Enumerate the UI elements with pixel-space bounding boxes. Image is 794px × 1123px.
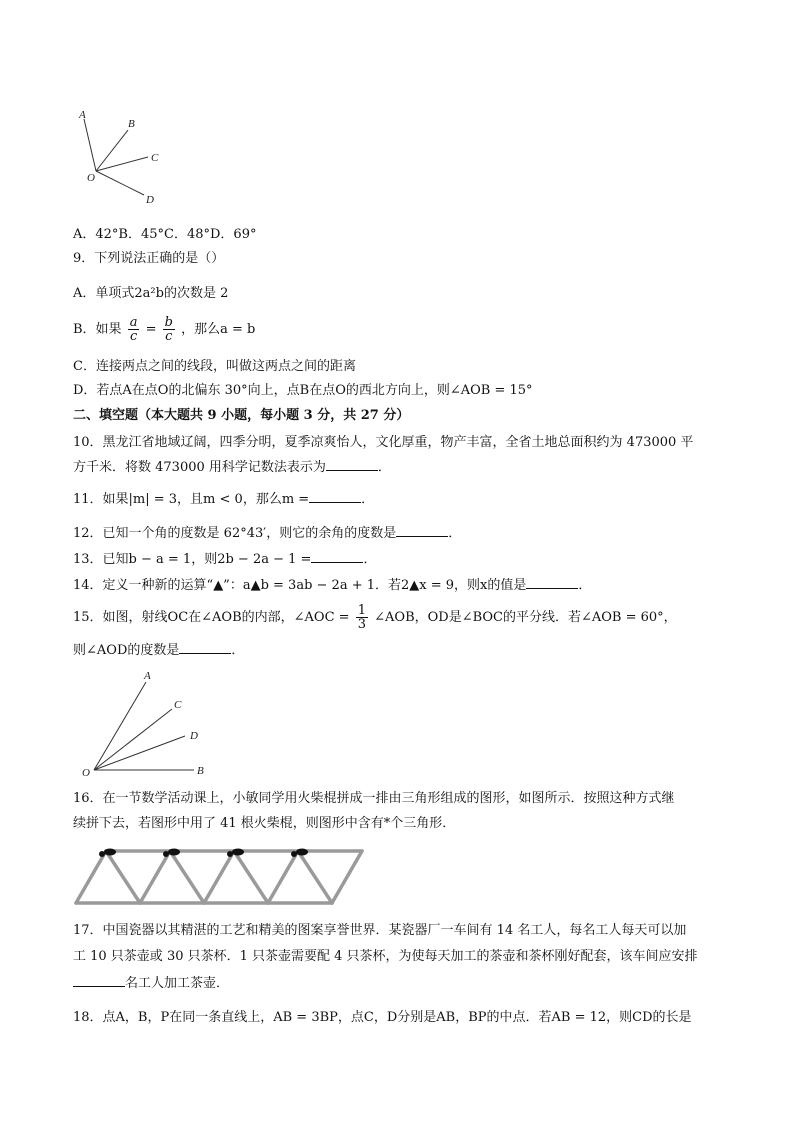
angle-figure-q15 [72,666,222,784]
frac-numerator: 1 [357,603,366,618]
label-c: C [151,152,159,164]
matchstick [106,851,140,903]
answer-blank [311,550,363,563]
label-a: A [79,109,86,121]
q9-option-b [73,316,255,343]
q8-options: A．42°B．45°C．48°D．69° [73,227,257,242]
q18-line1: 18．点A，B，P在同一条直线上，AB = 3BP，点C，D分别是AB，BP的中点．若AB = 12，则CD的长是 [73,1010,692,1025]
answer-blank [326,458,378,471]
angle-figure-q8 [70,105,170,210]
fraction-b-over-c [163,316,175,343]
fraction-a-over-c [128,316,140,343]
fraction-one-third [356,604,368,631]
answer-blank [309,490,361,503]
answer-blank [526,576,578,589]
frac-numerator: b [164,315,173,330]
q16-line2: 续拼下去，若图形中用了 41 根火柴棍，则图形中含有*个三角形． [73,816,456,831]
q10-text: 方千米．将数 473000 用科学记数法表示为 [73,460,326,475]
q10-end: ． [377,460,391,475]
q13-text: 13．已知b − a = 1，则2b − 2a − 1 = [73,552,312,567]
match-head [99,851,105,857]
matchstick [332,851,362,903]
matchstick-triangles-figure [72,842,372,912]
q9-b-suffix: ，那么a = b [181,322,256,337]
q15-text-a: 15．如图，射线OC在∠AOB的内部，∠AOC = [73,610,350,625]
q12-end: ． [448,526,462,541]
ray-oa [94,682,146,770]
q9-stem: 9．下列说法正确的是（） [73,251,225,266]
q15-text: 则∠AOD的度数是 [73,643,180,658]
q15-line2 [73,641,244,660]
q14 [73,576,591,595]
q12 [73,524,461,543]
q17-line1: 17．中国瓷器以其精湛的工艺和精美的图案享誉世界．某瓷器厂一车间有 14 名工人，每名工人每天可以加 [73,923,687,938]
q15-text-b: ∠AOB，OD是∠BOC的平分线．若∠AOB = 60°， [374,610,677,625]
label-a: A [144,670,151,682]
label-o: O [82,767,90,779]
frac-numerator: a [129,315,138,330]
q15-end: ． [231,643,245,658]
label-b: B [128,118,135,130]
matchstick [76,851,106,903]
ray-oc [94,709,172,770]
q15-line1 [73,604,677,631]
matchstick [140,851,170,903]
matchstick [170,851,204,903]
q16-line1: 16．在一节数学活动课上，小敏同学用火柴棍拼成一排由三角形组成的图形，如图所示．按照这种方式继 [73,791,675,806]
answer-blank [396,524,448,537]
match-head [104,849,116,856]
label-b: B [197,765,204,777]
ray-oa [84,119,96,171]
q9-option-d: D．若点A在点O的北偏东 30°向上，点B在点O的西北方向上，则∠AOB = 15° [73,383,533,398]
label-d: D [146,194,154,206]
q12-text: 12．已知一个角的度数是 62°43′，则它的余角的度数是 [73,526,397,541]
q11 [73,490,374,509]
q13 [73,550,376,569]
match-head [227,851,233,857]
label-d: D [190,730,198,742]
matchstick [268,851,298,903]
q17-line3 [73,974,229,993]
match-head [291,851,297,857]
q9-b-prefix: B．如果 [73,322,122,337]
matchstick [298,851,332,903]
label-c: C [174,699,182,711]
frac-denominator: c [165,329,173,344]
q13-end: ． [363,552,377,567]
frac-denominator: c [129,329,138,344]
q14-text: 14．定义一种新的运算“▲”：a▲b = 3ab − 2a + 1．若2▲x = 9，则x的值是 [73,578,527,593]
q11-end: ． [361,492,375,507]
answer-blank [179,641,231,654]
q17-line2: 工 10 只茶壶或 30 只茶杯．1 只茶壶需要配 4 只茶杯，为使每天加工的茶壶和茶杯刚好配套，该车间应安排 [73,949,698,964]
matchstick [204,851,234,903]
q9-option-c: C．连接两点之间的线段，叫做这两点之间的距离 [73,359,356,374]
q10-line1: 10．黑龙江省地域辽阔，四季分明，夏季凉爽怡人，文化厚重，物产丰富，全省土地总面积约为 473000 平 [73,435,694,450]
ray-oc [96,157,148,171]
match-head [163,851,169,857]
match-head [296,849,308,856]
ray-od [94,736,185,770]
ray-ob [96,130,128,171]
match-head [168,849,180,856]
match-head [232,849,244,856]
q17-text: 名工人加工茶壶． [125,976,230,991]
section-2-title: 二、填空题（本大题共 9 小题，每小题 3 分，共 27 分） [73,408,410,423]
q9-b-equals: = [145,322,157,337]
ray-od [96,171,144,195]
q10-line2 [73,458,391,477]
frac-denominator: 3 [357,617,366,632]
answer-blank [73,974,125,987]
label-o: O [87,172,95,184]
q14-end: ． [578,578,592,593]
q9-option-a: A．单项式2a²b的次数是 2 [73,286,229,301]
matchstick [234,851,268,903]
q11-text: 11．如果|m| = 3，且m < 0，那么m = [73,492,310,507]
